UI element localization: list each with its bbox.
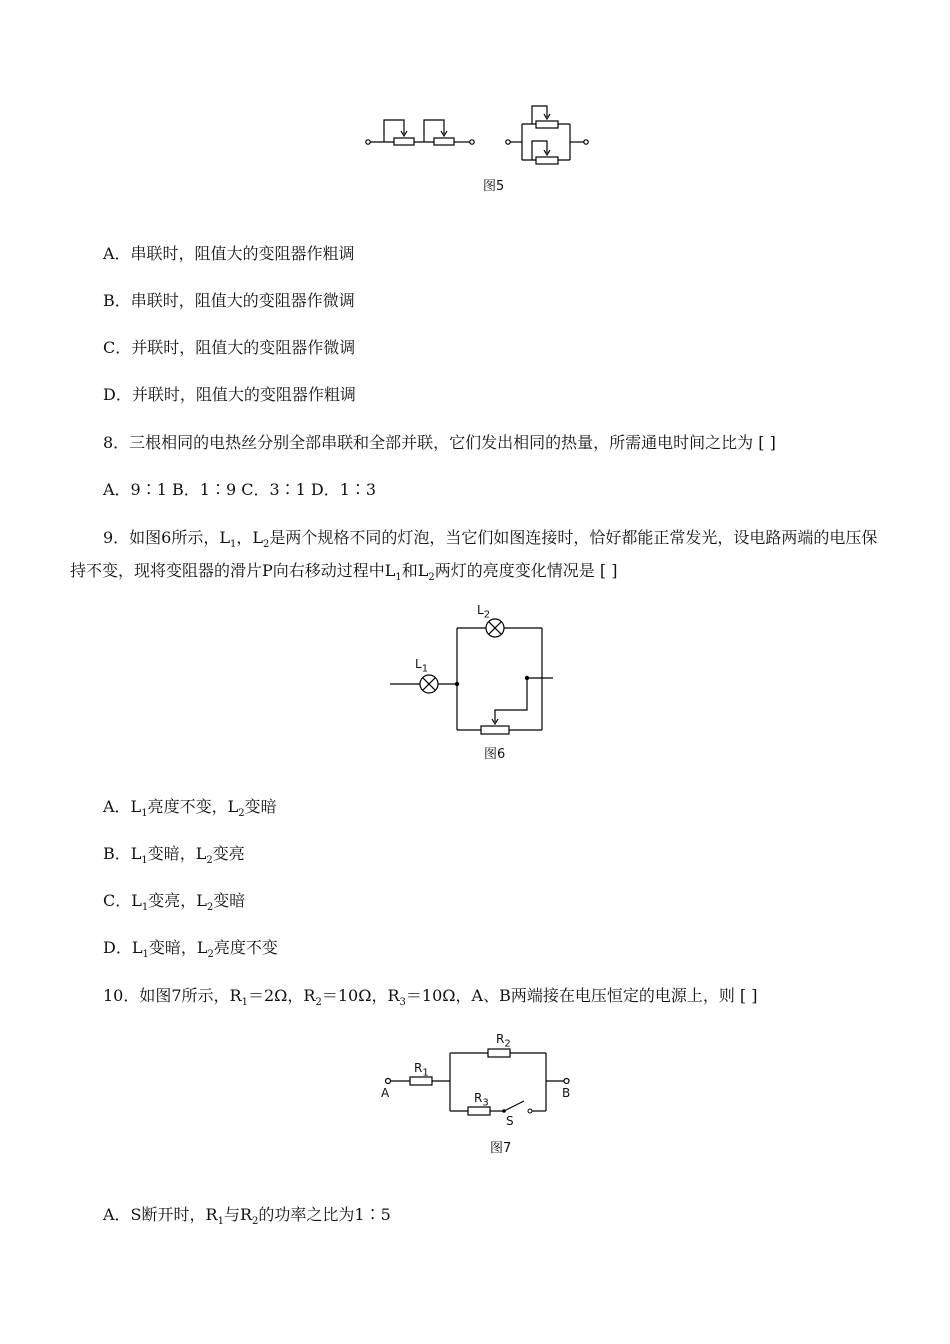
q9-option-a: A．$L_1$亮度不变，$L_2$变暗 bbox=[103, 797, 277, 820]
q10-option-a: A．S断开时，$R_1$与$R_2$的功率之比为1∶5 bbox=[103, 1205, 391, 1228]
figure-6-circuit bbox=[385, 600, 565, 745]
q9-option-c: C．$L_1$变亮，$L_2$变暗 bbox=[103, 891, 246, 914]
q10-stem: 10．如图7所示，$R_1=2\Omega$，$R_2=10\Omega$，$R_3=10\Omega$，A、B两端接在电压恒定的电源上，则 [ ] bbox=[103, 986, 758, 1009]
q7-option-d: D．并联时，阻值大的变阻器作粗调 bbox=[103, 385, 356, 404]
q9-option-d: D．$L_1$变暗，$L_2$亮度不变 bbox=[103, 938, 278, 961]
figure-7-label-s: S bbox=[506, 1114, 514, 1128]
figure-6-label-l1: $L_1$ bbox=[415, 657, 429, 675]
figure-6-label-l2: $L_2$ bbox=[477, 603, 491, 621]
q8-stem: 8．三根相同的电热丝分别全部串联和全部并联，它们发出相同的热量，所需通电时间之比为 [ ] bbox=[103, 433, 776, 452]
figure-6-caption: 图6 bbox=[484, 747, 506, 762]
q7-option-b: B．串联时，阻值大的变阻器作微调 bbox=[103, 291, 355, 310]
figure-7-label-r2: $R_2$ bbox=[496, 1032, 511, 1050]
q8-options: A．9∶1 B．1∶9 C．3∶1 D．1∶3 bbox=[103, 480, 377, 499]
figure-7-label-b: B bbox=[562, 1086, 571, 1100]
q7-option-c: C．并联时，阻值大的变阻器作微调 bbox=[103, 338, 356, 357]
figure-7-label-a: A bbox=[381, 1086, 390, 1100]
figure-7-label-r1: $R_1$ bbox=[414, 1061, 429, 1079]
q9-option-b: B．$L_1$变暗，$L_2$变亮 bbox=[103, 844, 245, 867]
q7-option-a: A．串联时，阻值大的变阻器作粗调 bbox=[103, 244, 355, 263]
figure-5-caption: 图5 bbox=[483, 179, 505, 194]
q9-stem: 9．如图6所示，$L_1$，$L_2$是两个规格不同的灯泡，当它们如图连接时，恰好都能正常发光，设电路两端的电压保持不变，现将变阻器的滑片P向右移动过程中$L_1$和$L_2$两灯的亮度变化情况是 [ ] bbox=[70, 528, 878, 584]
figure-5-circuit bbox=[360, 98, 600, 168]
figure-7-label-r3: $R_3$ bbox=[474, 1091, 489, 1109]
figure-7-caption: 图7 bbox=[490, 1141, 512, 1156]
figure-7-circuit bbox=[380, 1030, 580, 1130]
